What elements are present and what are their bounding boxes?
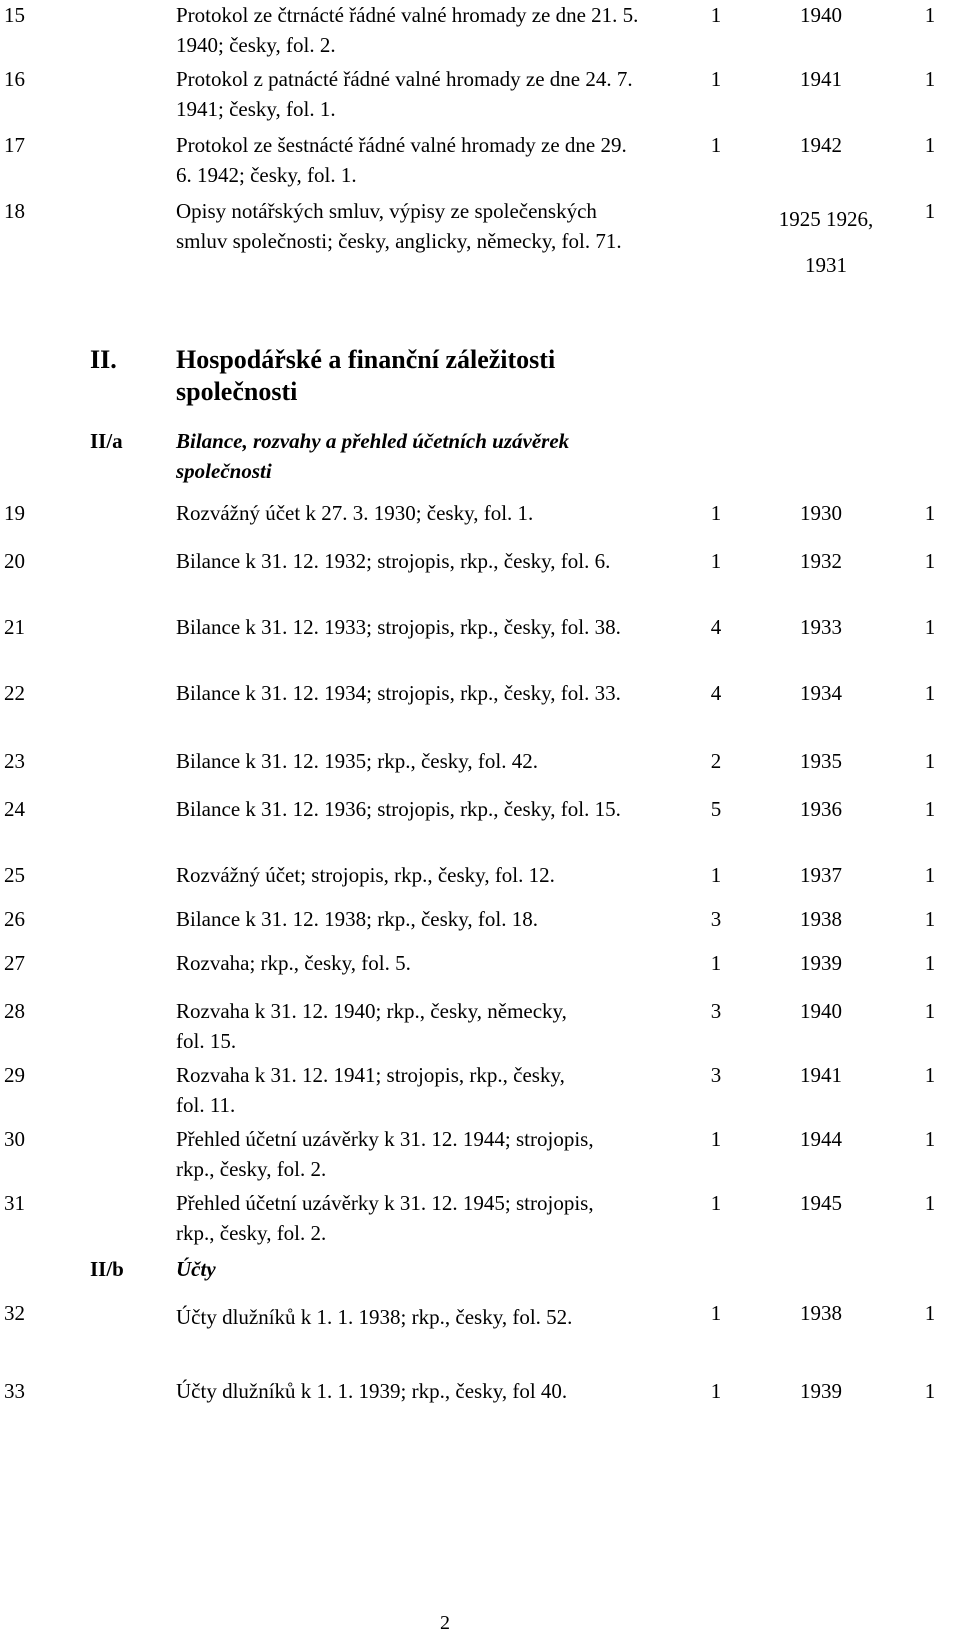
item-year: 1937	[800, 863, 842, 887]
item-description: Opisy notářských smluv, výpisy ze společenských smluv společnosti; česky, anglicky, německy, fol. 71.	[176, 199, 622, 253]
subsection-code: II/a	[90, 429, 123, 453]
item-boxes: 1	[924, 615, 936, 639]
item-number: 18	[4, 199, 25, 223]
item-description: Protokol ze čtrnácté řádné valné hromady ze dne 21. 5. 1940; česky, fol. 2.	[176, 3, 639, 57]
item-number: 26	[4, 907, 25, 931]
item-year: 1932	[800, 549, 842, 573]
item-description: Protokol z patnácté řádné valné hromady ze dne 24. 7. 1941; česky, fol. 1.	[176, 67, 633, 121]
item-description: Rozvaha k 31. 12. 1940; rkp., česky, německy, fol. 15.	[176, 999, 567, 1053]
section-code: II.	[90, 345, 117, 374]
subsection-title: Bilance, rozvahy a přehled účetních uzávěrek společnosti	[176, 429, 570, 483]
item-year: 1930	[800, 501, 842, 525]
item-number: 20	[4, 549, 25, 573]
item-description: Rozvážný účet k 27. 3. 1930; česky, fol. 1.	[176, 501, 534, 525]
item-year: 1936	[800, 797, 842, 821]
item-year: 1944	[800, 1127, 842, 1151]
item-count: 3	[710, 1063, 722, 1087]
item-count: 2	[710, 749, 722, 773]
item-boxes: 1	[924, 549, 936, 573]
item-description: Rozvážný účet; strojopis, rkp., česky, fol. 12.	[176, 863, 555, 887]
item-year: 1942	[800, 133, 842, 157]
item-year: 1940	[800, 999, 842, 1023]
item-boxes: 1	[924, 999, 936, 1023]
item-number: 29	[4, 1063, 25, 1087]
item-count: 3	[710, 907, 722, 931]
item-description: Bilance k 31. 12. 1935; rkp., česky, fol. 42.	[176, 749, 538, 773]
subsection-title: Účty	[176, 1257, 216, 1281]
item-count: 1	[710, 1127, 722, 1151]
item-year: 1939	[800, 1379, 842, 1403]
item-number: 23	[4, 749, 25, 773]
item-description: Bilance k 31. 12. 1933; strojopis, rkp., česky, fol. 38.	[176, 615, 621, 639]
item-count: 1	[710, 133, 722, 157]
item-year-line: 1925 1926,	[778, 207, 874, 231]
item-year-line: 1931	[805, 253, 847, 277]
item-year-range	[756, 196, 896, 288]
item-number: 24	[4, 797, 25, 821]
subsection-code: II/b	[90, 1257, 124, 1281]
item-boxes: 1	[924, 681, 936, 705]
item-description: Přehled účetní uzávěrky k 31. 12. 1945; strojopis, rkp., česky, fol. 2.	[176, 1191, 594, 1245]
item-number: 28	[4, 999, 25, 1023]
item-description: Bilance k 31. 12. 1934; strojopis, rkp., česky, fol. 33.	[176, 681, 621, 705]
page-number: 2	[440, 1612, 450, 1634]
item-boxes: 1	[924, 1301, 936, 1325]
item-description: Rozvaha k 31. 12. 1941; strojopis, rkp., česky, fol. 11.	[176, 1063, 565, 1117]
item-number: 32	[4, 1301, 25, 1325]
item-year: 1935	[800, 749, 842, 773]
item-number: 19	[4, 501, 25, 525]
item-year: 1938	[800, 907, 842, 931]
item-boxes: 1	[924, 907, 936, 931]
item-number: 25	[4, 863, 25, 887]
item-description: Bilance k 31. 12. 1938; rkp., česky, fol. 18.	[176, 907, 538, 931]
item-boxes: 1	[924, 133, 936, 157]
item-boxes: 1	[924, 501, 936, 525]
item-count: 3	[710, 999, 722, 1023]
item-count: 1	[710, 3, 722, 27]
item-boxes: 1	[924, 1379, 936, 1403]
item-year: 1933	[800, 615, 842, 639]
item-description: Bilance k 31. 12. 1936; strojopis, rkp., česky, fol. 15.	[176, 797, 621, 821]
item-number: 21	[4, 615, 25, 639]
section-title: Hospodářské a finanční záležitosti společnosti	[176, 345, 556, 406]
item-count: 5	[710, 797, 722, 821]
item-description: Rozvaha; rkp., česky, fol. 5.	[176, 951, 411, 975]
item-boxes: 1	[924, 3, 936, 27]
item-boxes: 1	[924, 951, 936, 975]
item-boxes: 1	[924, 863, 936, 887]
item-count: 1	[710, 1301, 722, 1325]
item-year: 1941	[800, 67, 842, 91]
item-year: 1940	[800, 3, 842, 27]
item-description: Účty dlužníků k 1. 1. 1938; rkp., česky, fol. 52.	[176, 1305, 573, 1329]
item-boxes: 1	[924, 199, 936, 223]
item-number: 31	[4, 1191, 25, 1215]
item-boxes: 1	[924, 1063, 936, 1087]
item-year: 1939	[800, 951, 842, 975]
item-description: Přehled účetní uzávěrky k 31. 12. 1944; strojopis, rkp., česky, fol. 2.	[176, 1127, 594, 1181]
item-number: 30	[4, 1127, 25, 1151]
item-count: 1	[710, 1379, 722, 1403]
item-count: 4	[710, 681, 722, 705]
item-year: 1934	[800, 681, 842, 705]
item-year: 1938	[800, 1301, 842, 1325]
item-number: 33	[4, 1379, 25, 1403]
item-boxes: 1	[924, 749, 936, 773]
item-boxes: 1	[924, 1127, 936, 1151]
item-boxes: 1	[924, 1191, 936, 1215]
item-count: 1	[710, 501, 722, 525]
item-boxes: 1	[924, 797, 936, 821]
item-description: Bilance k 31. 12. 1932; strojopis, rkp., česky, fol. 6.	[176, 549, 611, 573]
item-count: 1	[710, 863, 722, 887]
item-count: 1	[710, 951, 722, 975]
item-count: 1	[710, 549, 722, 573]
item-description: Protokol ze šestnácté řádné valné hromady ze dne 29. 6. 1942; česky, fol. 1.	[176, 133, 627, 187]
item-number: 22	[4, 681, 25, 705]
item-number: 27	[4, 951, 25, 975]
item-boxes: 1	[924, 67, 936, 91]
item-count: 1	[710, 1191, 722, 1215]
item-count: 4	[710, 615, 722, 639]
item-number: 16	[4, 67, 25, 91]
item-number: 15	[4, 3, 25, 27]
item-year: 1941	[800, 1063, 842, 1087]
item-count: 1	[710, 67, 722, 91]
item-description: Účty dlužníků k 1. 1. 1939; rkp., česky, fol 40.	[176, 1379, 568, 1403]
item-year: 1945	[800, 1191, 842, 1215]
item-number: 17	[4, 133, 25, 157]
